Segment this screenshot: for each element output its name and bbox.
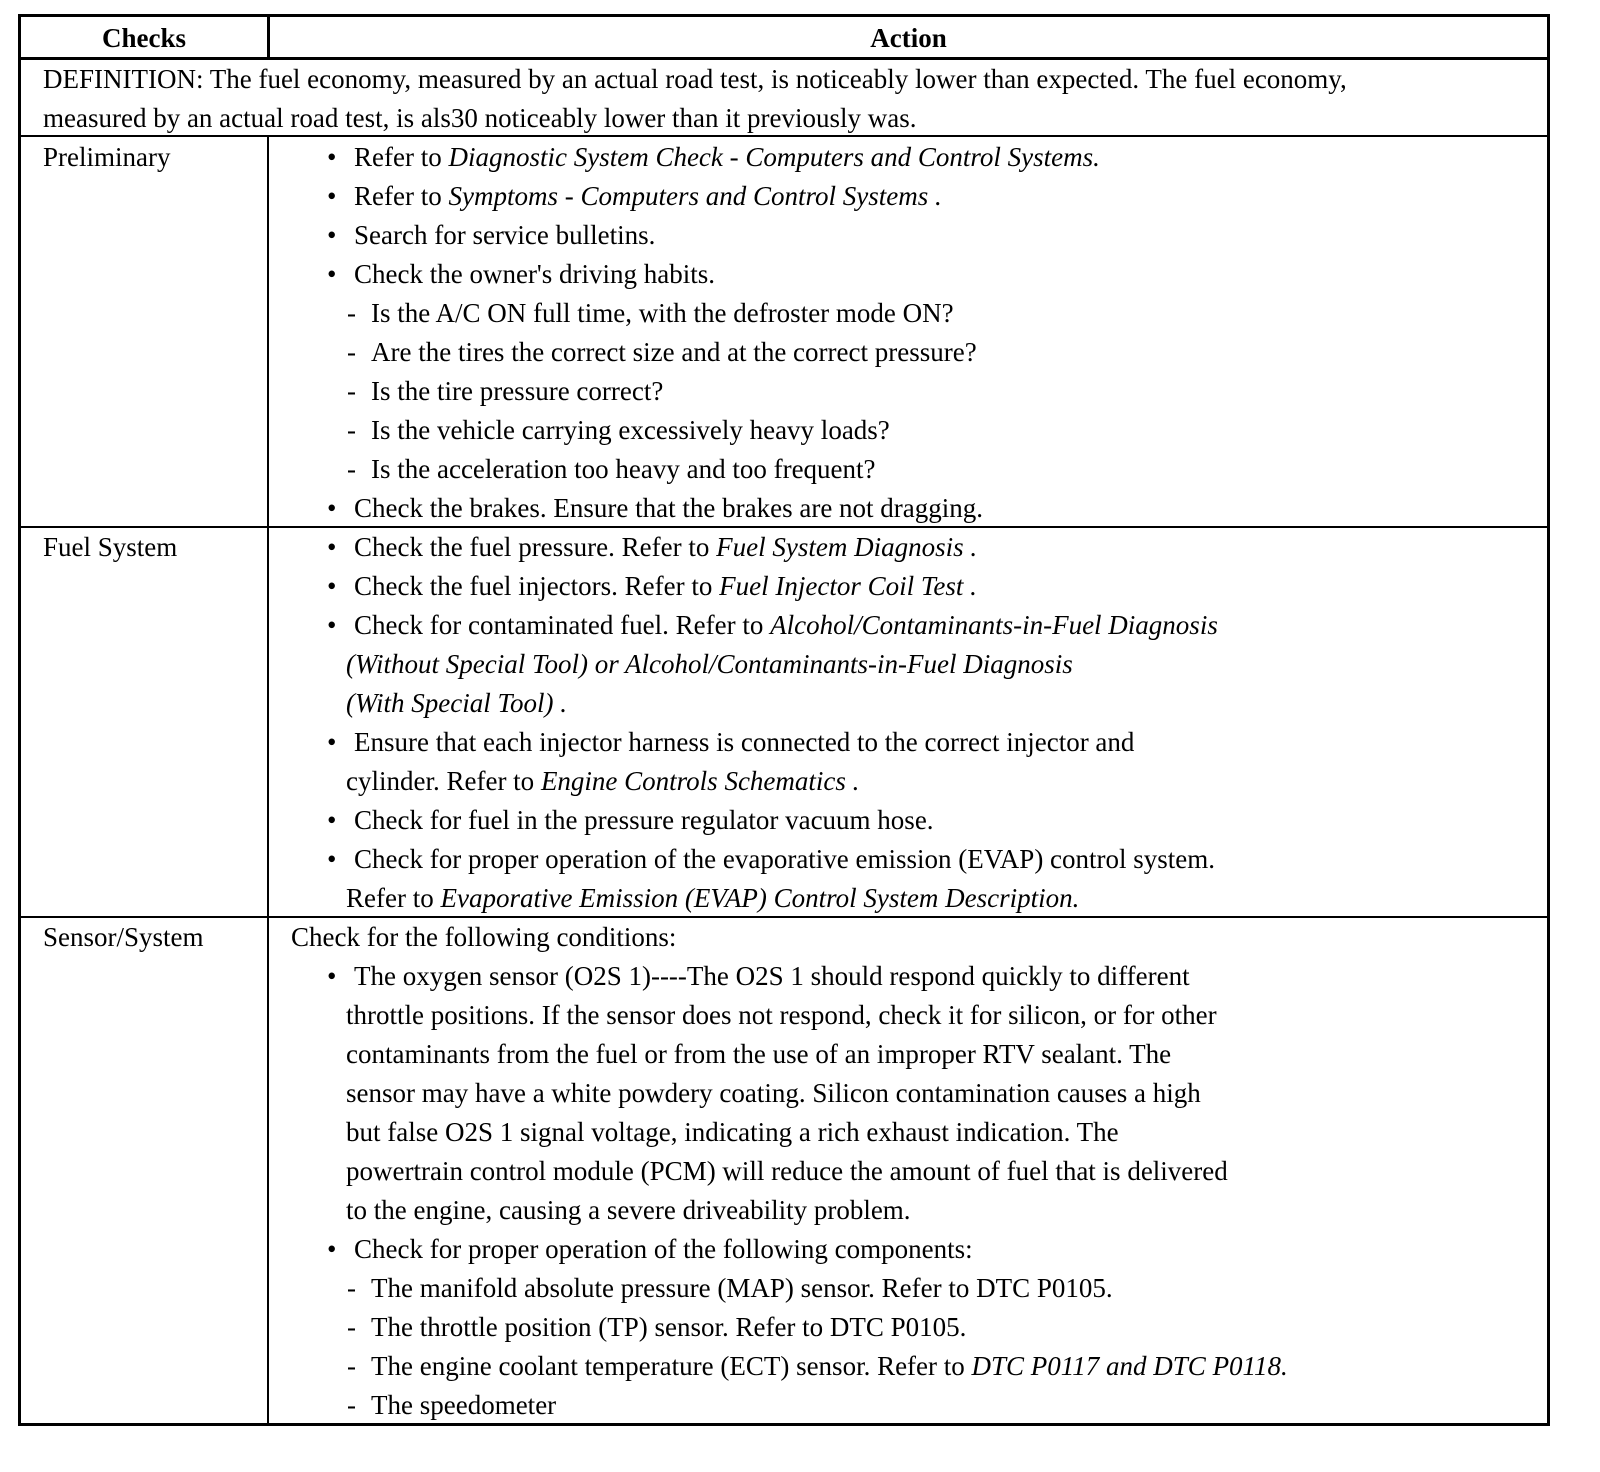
action-item-continuation: powertrain control module (PCM) will reduce the amount of fuel that is delivered <box>346 1156 1228 1186</box>
action-subitem: The throttle position (TP) sensor. Refer to DTC P0105. <box>371 1312 967 1342</box>
definition-line: DEFINITION: The fuel economy, measured by an actual road test, is noticeably lower than expected. The fuel economy, <box>43 64 1347 94</box>
action-item-continuation: Refer to Evaporative Emission (EVAP) Control System Description. <box>346 883 1080 913</box>
dash-icon: - <box>347 376 356 406</box>
header-checks: Checks <box>101 23 186 53</box>
bullet-icon: • <box>327 142 337 172</box>
check-fuel-system: Fuel System <box>43 532 178 562</box>
bullet-icon: • <box>327 610 337 640</box>
action-intro: Check for the following conditions: <box>291 922 677 952</box>
bullet-icon: • <box>327 220 337 250</box>
action-item: Check for proper operation of the following components: <box>354 1234 973 1264</box>
check-sensor-system: Sensor/System <box>43 922 204 952</box>
action-item: Search for service bulletins. <box>354 220 656 250</box>
action-item-continuation: (Without Special Tool) or Alcohol/Contaminants-in-Fuel Diagnosis <box>346 649 1073 679</box>
action-item-continuation: sensor may have a white powdery coating. Silicon contamination causes a high <box>346 1078 1201 1108</box>
bullet-icon: • <box>327 181 337 211</box>
action-item-continuation: contaminants from the fuel or from the use of an improper RTV sealant. The <box>346 1039 1172 1069</box>
action-item: The oxygen sensor (O2S 1)----The O2S 1 should respond quickly to different <box>354 961 1190 991</box>
action-subitem: Is the A/C ON full time, with the defroster mode ON? <box>371 298 954 328</box>
action-subitem: Is the vehicle carrying excessively heavy loads? <box>371 415 890 445</box>
bullet-icon: • <box>327 493 337 523</box>
action-subitem: The speedometer <box>371 1390 557 1420</box>
action-subitem: Is the acceleration too heavy and too frequent? <box>371 454 876 484</box>
action-item-continuation: throttle positions. If the sensor does not respond, check it for silicon, or for other <box>346 1000 1217 1030</box>
dash-icon: - <box>347 1390 356 1420</box>
definition-line: measured by an actual road test, is als30 noticeably lower than it previously was. <box>43 103 917 133</box>
bullet-icon: • <box>327 532 337 562</box>
action-item: Check the brakes. Ensure that the brakes are not dragging. <box>354 493 984 523</box>
action-subitem: The engine coolant temperature (ECT) sensor. Refer to DTC P0117 and DTC P0118. <box>371 1351 1288 1381</box>
action-item: Ensure that each injector harness is connected to the correct injector and <box>354 727 1135 757</box>
action-item: Check for proper operation of the evaporative emission (EVAP) control system. <box>354 844 1216 874</box>
dash-icon: - <box>347 298 356 328</box>
action-item: Refer to Symptoms - Computers and Control Systems . <box>354 181 942 211</box>
bullet-icon: • <box>327 571 337 601</box>
bullet-icon: • <box>327 727 337 757</box>
dash-icon: - <box>347 454 356 484</box>
action-item-continuation: but false O2S 1 signal voltage, indicating a rich exhaust indication. The <box>346 1117 1119 1147</box>
bullet-icon: • <box>327 961 337 991</box>
bullet-icon: • <box>327 259 337 289</box>
dash-icon: - <box>347 1273 356 1303</box>
action-item: Check for contaminated fuel. Refer to Alcohol/Contaminants-in-Fuel Diagnosis <box>354 610 1218 640</box>
action-item: Check the fuel injectors. Refer to Fuel Injector Coil Test . <box>354 571 977 601</box>
action-item-continuation: cylinder. Refer to Engine Controls Schematics . <box>346 766 860 796</box>
action-item: Check the fuel pressure. Refer to Fuel System Diagnosis . <box>354 532 978 562</box>
dash-icon: - <box>347 415 356 445</box>
action-item-continuation: (With Special Tool) . <box>346 688 567 718</box>
bullet-icon: • <box>327 805 337 835</box>
action-subitem: Is the tire pressure correct? <box>371 376 664 406</box>
action-item: Refer to Diagnostic System Check - Computers and Control Systems. <box>354 142 1100 172</box>
action-item-continuation: to the engine, causing a severe driveability problem. <box>346 1195 911 1225</box>
header-action: Action <box>870 23 947 53</box>
dash-icon: - <box>347 337 356 367</box>
bullet-icon: • <box>327 1234 337 1264</box>
action-item: Check the owner's driving habits. <box>354 259 716 289</box>
check-preliminary: Preliminary <box>43 142 171 172</box>
action-item: Check for fuel in the pressure regulator vacuum hose. <box>354 805 934 835</box>
diagnostic-table <box>18 14 1550 1426</box>
dash-icon: - <box>347 1351 356 1381</box>
action-subitem: Are the tires the correct size and at the correct pressure? <box>371 337 977 367</box>
bullet-icon: • <box>327 844 337 874</box>
action-subitem: The manifold absolute pressure (MAP) sensor. Refer to DTC P0105. <box>371 1273 1113 1303</box>
dash-icon: - <box>347 1312 356 1342</box>
column-divider <box>267 135 269 1423</box>
